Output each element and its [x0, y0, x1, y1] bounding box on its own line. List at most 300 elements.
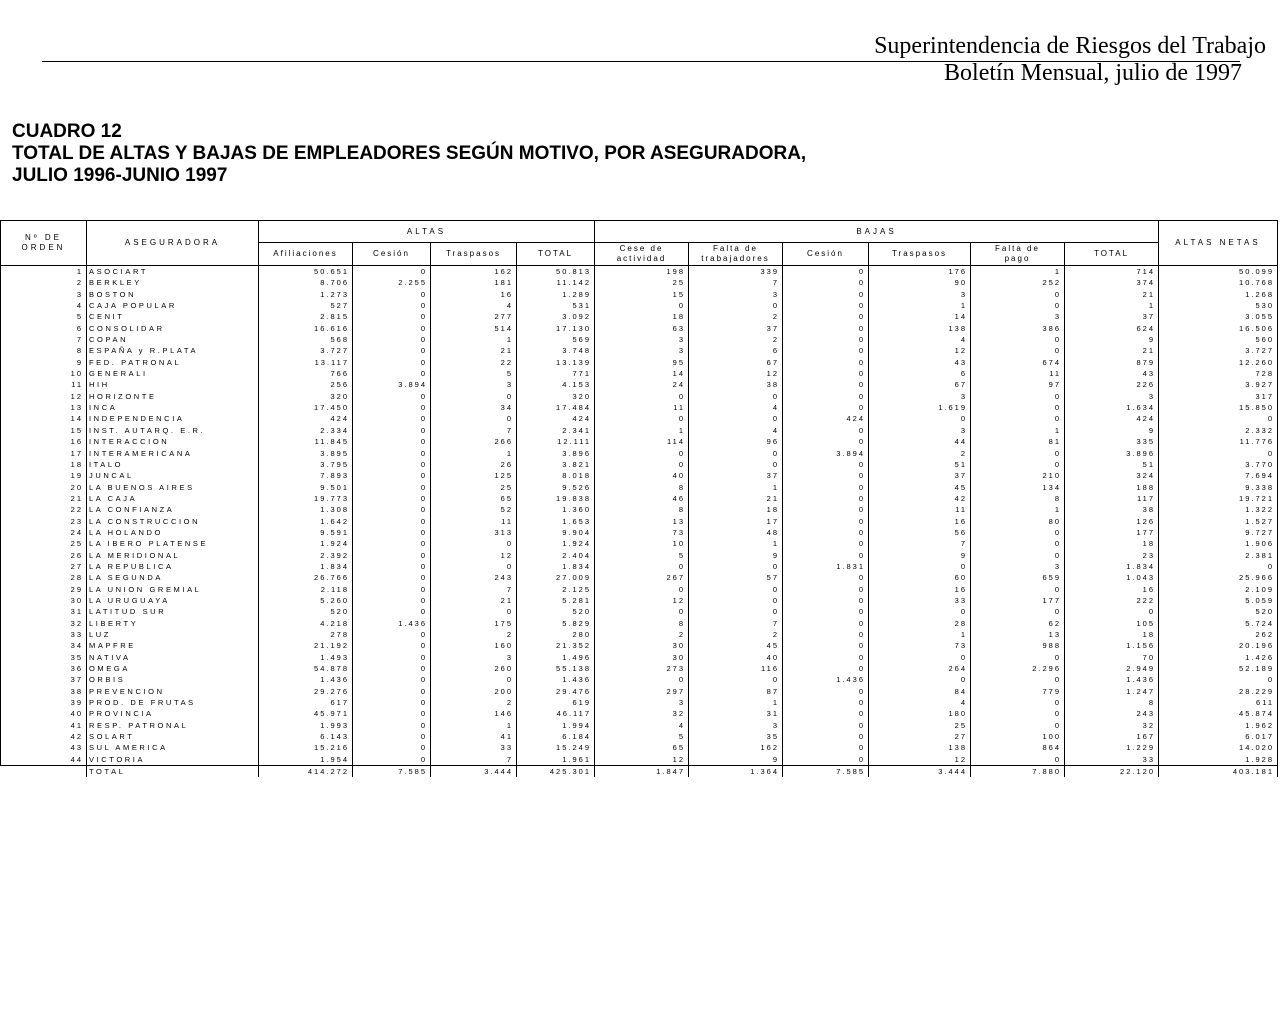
- total-value: 414.272: [259, 766, 353, 778]
- row-value: 0: [689, 584, 783, 595]
- row-value: 15: [595, 289, 689, 300]
- table-row: [1, 754, 1278, 766]
- row-value: 0: [353, 425, 431, 436]
- row-value: 0: [971, 334, 1065, 345]
- row-value: 0: [783, 277, 869, 288]
- row-value: 80: [971, 516, 1065, 527]
- table-row: [1, 402, 1278, 413]
- row-value: 100: [971, 731, 1065, 742]
- row-value: 0: [431, 606, 517, 617]
- row-value: 90: [869, 277, 971, 288]
- table-total-row: [1, 766, 1278, 778]
- row-value: 0: [783, 652, 869, 663]
- row-value: 339: [689, 266, 783, 278]
- row-value: 243: [431, 572, 517, 583]
- table-row: [1, 323, 1278, 334]
- row-value: 617: [259, 697, 353, 708]
- row-value: 0: [595, 300, 689, 311]
- row-order: 8: [1, 345, 87, 356]
- row-value: 3: [595, 345, 689, 356]
- row-insurer: INTERAMERICANA: [87, 448, 259, 459]
- row-value: 200: [431, 686, 517, 697]
- row-insurer: FED. PATRONAL: [87, 357, 259, 368]
- row-value: 0: [689, 391, 783, 402]
- row-value: 4: [869, 334, 971, 345]
- row-value: 16.506: [1159, 323, 1278, 334]
- row-value: 11.776: [1159, 436, 1278, 447]
- row-value: 0: [1159, 448, 1278, 459]
- row-value: 1.962: [1159, 720, 1278, 731]
- row-value: 1.268: [1159, 289, 1278, 300]
- row-order: 1: [1, 266, 87, 278]
- row-order: 12: [1, 391, 87, 402]
- row-insurer: ESPAÑA y R.PLATA: [87, 345, 259, 356]
- row-value: 0: [783, 572, 869, 583]
- table-row: [1, 595, 1278, 606]
- row-value: 0: [783, 731, 869, 742]
- table-row: [1, 731, 1278, 742]
- row-value: 0: [353, 402, 431, 413]
- row-value: 7: [869, 538, 971, 549]
- row-value: 24: [595, 379, 689, 390]
- row-value: 116: [689, 663, 783, 674]
- row-value: 0: [353, 516, 431, 527]
- row-value: 0: [783, 357, 869, 368]
- row-value: 21: [1065, 345, 1159, 356]
- row-order: 27: [1, 561, 87, 572]
- row-value: 6: [689, 345, 783, 356]
- row-value: 3.821: [517, 459, 595, 470]
- row-value: 6: [869, 368, 971, 379]
- row-value: 50.813: [517, 266, 595, 278]
- row-value: 3.896: [517, 448, 595, 459]
- row-value: 267: [595, 572, 689, 583]
- row-value: 38: [1065, 504, 1159, 515]
- row-value: 67: [869, 379, 971, 390]
- row-value: 1.360: [517, 504, 595, 515]
- table-row: [1, 413, 1278, 424]
- row-value: 0: [783, 379, 869, 390]
- row-value: 9: [869, 550, 971, 561]
- table-row: [1, 300, 1278, 311]
- row-value: 530: [1159, 300, 1278, 311]
- row-value: 2.949: [1065, 663, 1159, 674]
- row-value: 67: [689, 357, 783, 368]
- col-header-falta-pago: Falta de pago: [971, 243, 1065, 266]
- table-row: [1, 345, 1278, 356]
- row-value: 14: [595, 368, 689, 379]
- row-order: 25: [1, 538, 87, 549]
- row-value: 46: [595, 493, 689, 504]
- row-value: 84: [869, 686, 971, 697]
- row-value: 0: [971, 413, 1065, 424]
- row-value: 280: [517, 629, 595, 640]
- row-value: 0: [595, 391, 689, 402]
- total-value: 403.181: [1159, 766, 1278, 778]
- row-value: 117: [1065, 493, 1159, 504]
- row-value: 0: [869, 606, 971, 617]
- row-value: 0: [353, 538, 431, 549]
- row-value: 65: [431, 493, 517, 504]
- row-value: 28.229: [1159, 686, 1278, 697]
- row-order: 11: [1, 379, 87, 390]
- row-value: 46.117: [517, 708, 595, 719]
- report-header-title: Superintendencia de Riesgos del Trabajo: [874, 33, 1266, 59]
- row-value: 21.192: [259, 640, 353, 651]
- total-value: 3.444: [869, 766, 971, 778]
- row-value: 0: [971, 720, 1065, 731]
- row-value: 1: [869, 629, 971, 640]
- row-value: 40: [689, 652, 783, 663]
- row-value: 28: [869, 618, 971, 629]
- row-value: 27.009: [517, 572, 595, 583]
- row-insurer: LA SEGUNDA: [87, 572, 259, 583]
- row-value: 297: [595, 686, 689, 697]
- row-value: 1.527: [1159, 516, 1278, 527]
- row-value: 43: [869, 357, 971, 368]
- row-value: 1.634: [1065, 402, 1159, 413]
- row-value: 45: [689, 640, 783, 651]
- row-value: 10.768: [1159, 277, 1278, 288]
- row-value: 0: [689, 674, 783, 685]
- table-row: [1, 584, 1278, 595]
- row-insurer: LA UNION GREMIAL: [87, 584, 259, 595]
- table-row: [1, 334, 1278, 345]
- row-value: 264: [869, 663, 971, 674]
- row-order: 29: [1, 584, 87, 595]
- row-value: 9.501: [259, 482, 353, 493]
- row-order: 20: [1, 482, 87, 493]
- row-insurer: LA REPUBLICA: [87, 561, 259, 572]
- row-value: 1.436: [353, 618, 431, 629]
- row-value: 0: [783, 584, 869, 595]
- row-value: 0: [353, 413, 431, 424]
- row-value: 879: [1065, 357, 1159, 368]
- row-value: 714: [1065, 266, 1159, 278]
- row-value: 0: [971, 538, 1065, 549]
- row-value: 0: [783, 527, 869, 538]
- row-value: 2: [595, 629, 689, 640]
- row-value: 1.834: [1065, 561, 1159, 572]
- row-value: 1.834: [259, 561, 353, 572]
- row-value: 95: [595, 357, 689, 368]
- total-value: 425.301: [517, 766, 595, 778]
- row-value: 177: [1065, 527, 1159, 538]
- row-value: 0: [783, 482, 869, 493]
- row-value: 5.724: [1159, 618, 1278, 629]
- row-value: 10: [595, 538, 689, 549]
- row-value: 3.055: [1159, 311, 1278, 322]
- row-value: 0: [971, 606, 1065, 617]
- data-table: [0, 220, 1278, 777]
- row-value: 2.332: [1159, 425, 1278, 436]
- row-value: 0: [783, 311, 869, 322]
- row-value: 3: [431, 379, 517, 390]
- row-value: 138: [869, 742, 971, 753]
- total-value: 1.364: [689, 766, 783, 778]
- row-insurer: LA HOLANDO: [87, 527, 259, 538]
- row-value: 65: [595, 742, 689, 753]
- row-value: 15.249: [517, 742, 595, 753]
- row-value: 1.426: [1159, 652, 1278, 663]
- table-row: [1, 311, 1278, 322]
- row-value: 0: [869, 674, 971, 685]
- row-value: 0: [353, 334, 431, 345]
- row-value: 0: [783, 618, 869, 629]
- row-value: 0: [783, 345, 869, 356]
- row-value: 25: [595, 277, 689, 288]
- row-value: 262: [1159, 629, 1278, 640]
- table-row: [1, 459, 1278, 470]
- row-order: 19: [1, 470, 87, 481]
- row-value: 0: [783, 436, 869, 447]
- row-value: 0: [783, 368, 869, 379]
- row-insurer: PROVINCIA: [87, 708, 259, 719]
- row-value: 1.994: [517, 720, 595, 731]
- row-value: 30: [595, 652, 689, 663]
- row-value: 0: [353, 708, 431, 719]
- row-value: 114: [595, 436, 689, 447]
- row-value: 1.906: [1159, 538, 1278, 549]
- row-value: 0: [689, 561, 783, 572]
- row-insurer: COPAN: [87, 334, 259, 345]
- row-value: 514: [431, 323, 517, 334]
- row-value: 0: [353, 584, 431, 595]
- row-value: 19.721: [1159, 493, 1278, 504]
- row-value: 167: [1065, 731, 1159, 742]
- row-value: 0: [353, 470, 431, 481]
- table-row: [1, 482, 1278, 493]
- row-value: 2.118: [259, 584, 353, 595]
- table-row: [1, 391, 1278, 402]
- row-value: 8: [595, 482, 689, 493]
- row-value: 0: [353, 663, 431, 674]
- row-value: 0: [783, 402, 869, 413]
- row-value: 4: [689, 402, 783, 413]
- row-value: 45.971: [259, 708, 353, 719]
- row-value: 5.059: [1159, 595, 1278, 606]
- row-value: 335: [1065, 436, 1159, 447]
- row-value: 0: [971, 550, 1065, 561]
- row-value: 44: [869, 436, 971, 447]
- row-value: 0: [1065, 606, 1159, 617]
- row-value: 50.651: [259, 266, 353, 278]
- row-value: 11: [595, 402, 689, 413]
- row-order: 36: [1, 663, 87, 674]
- row-value: 181: [431, 277, 517, 288]
- table-row: [1, 504, 1278, 515]
- row-value: 1: [971, 504, 1065, 515]
- row-value: 97: [971, 379, 1065, 390]
- row-value: 15.850: [1159, 402, 1278, 413]
- row-value: 9.526: [517, 482, 595, 493]
- row-value: 13: [595, 516, 689, 527]
- row-value: 0: [971, 708, 1065, 719]
- row-value: 0: [353, 368, 431, 379]
- row-order: 32: [1, 618, 87, 629]
- row-value: 317: [1159, 391, 1278, 402]
- row-value: 0: [783, 708, 869, 719]
- row-value: 260: [431, 663, 517, 674]
- row-value: 674: [971, 357, 1065, 368]
- row-value: 0: [353, 674, 431, 685]
- row-value: 3.727: [259, 345, 353, 356]
- row-order: 34: [1, 640, 87, 651]
- row-insurer: ORBIS: [87, 674, 259, 685]
- row-value: 0: [971, 345, 1065, 356]
- row-order: 15: [1, 425, 87, 436]
- table-row: [1, 277, 1278, 288]
- row-insurer: NATIVA: [87, 652, 259, 663]
- row-value: 5.281: [517, 595, 595, 606]
- row-insurer: INDEPENDENCIA: [87, 413, 259, 424]
- row-value: 25.966: [1159, 572, 1278, 583]
- row-order: 4: [1, 300, 87, 311]
- row-order: 24: [1, 527, 87, 538]
- row-value: 12: [595, 754, 689, 766]
- col-header-traspasos-bajas: Traspasos: [869, 243, 971, 266]
- row-value: 1.229: [1065, 742, 1159, 753]
- row-value: 35: [689, 731, 783, 742]
- row-value: 0: [595, 413, 689, 424]
- row-insurer: BERKLEY: [87, 277, 259, 288]
- row-value: 8: [595, 618, 689, 629]
- row-value: 52: [431, 504, 517, 515]
- row-value: 424: [259, 413, 353, 424]
- row-value: 4: [869, 697, 971, 708]
- row-value: 2.125: [517, 584, 595, 595]
- table-row: [1, 357, 1278, 368]
- row-value: 0: [783, 459, 869, 470]
- row-value: 0: [783, 391, 869, 402]
- row-insurer: LA BUENOS AIRES: [87, 482, 259, 493]
- row-value: 9: [689, 754, 783, 766]
- row-value: 7: [431, 584, 517, 595]
- row-value: 54.878: [259, 663, 353, 674]
- row-value: 0: [971, 754, 1065, 766]
- row-value: 252: [971, 277, 1065, 288]
- row-value: 16: [431, 289, 517, 300]
- row-value: 0: [783, 640, 869, 651]
- row-value: 1.924: [517, 538, 595, 549]
- row-value: 0: [353, 300, 431, 311]
- row-value: 19.838: [517, 493, 595, 504]
- row-value: 0: [353, 504, 431, 515]
- col-group-bajas: BAJAS: [595, 221, 1159, 243]
- row-value: 2: [869, 448, 971, 459]
- title-line-2: TOTAL DE ALTAS Y BAJAS DE EMPLEADORES SEGÚN MOTIVO, POR ASEGURADORA,: [12, 143, 807, 164]
- row-value: 48: [689, 527, 783, 538]
- row-value: 0: [1159, 561, 1278, 572]
- row-insurer: LA CAJA: [87, 493, 259, 504]
- row-value: 0: [353, 686, 431, 697]
- row-value: 8: [971, 493, 1065, 504]
- row-value: 17.130: [517, 323, 595, 334]
- row-value: 5: [595, 550, 689, 561]
- row-value: 3.895: [259, 448, 353, 459]
- row-value: 0: [971, 674, 1065, 685]
- row-order: 6: [1, 323, 87, 334]
- row-value: 0: [971, 391, 1065, 402]
- row-value: 29.476: [517, 686, 595, 697]
- row-value: 0: [353, 448, 431, 459]
- row-value: 32: [1065, 720, 1159, 731]
- row-value: 14.020: [1159, 742, 1278, 753]
- row-value: 15.216: [259, 742, 353, 753]
- row-order: 10: [1, 368, 87, 379]
- col-header-cesion-altas: Cesión: [353, 243, 431, 266]
- row-value: 0: [595, 584, 689, 595]
- row-value: 7: [431, 425, 517, 436]
- row-value: 0: [783, 720, 869, 731]
- row-value: 2: [431, 697, 517, 708]
- row-value: 864: [971, 742, 1065, 753]
- row-value: 12: [595, 595, 689, 606]
- row-value: 1.436: [783, 674, 869, 685]
- row-value: 57: [689, 572, 783, 583]
- row-value: 3: [1065, 391, 1159, 402]
- table-row: [1, 527, 1278, 538]
- col-header-traspasos-altas: Traspasos: [431, 243, 517, 266]
- row-value: 0: [353, 572, 431, 583]
- row-value: 18: [595, 311, 689, 322]
- row-value: 138: [869, 323, 971, 334]
- row-value: 12: [431, 550, 517, 561]
- row-value: 0: [783, 697, 869, 708]
- row-order: 40: [1, 708, 87, 719]
- row-value: 0: [869, 652, 971, 663]
- row-value: 0: [689, 459, 783, 470]
- row-insurer: JUNCAL: [87, 470, 259, 481]
- row-value: 21: [1065, 289, 1159, 300]
- row-value: 3: [689, 720, 783, 731]
- row-value: 5: [595, 731, 689, 742]
- row-value: 624: [1065, 323, 1159, 334]
- row-value: 4: [689, 425, 783, 436]
- row-value: 33: [431, 742, 517, 753]
- row-value: 81: [971, 436, 1065, 447]
- row-value: 23: [1065, 550, 1159, 561]
- row-value: 96: [689, 436, 783, 447]
- row-value: 1: [431, 334, 517, 345]
- row-value: 0: [971, 652, 1065, 663]
- row-value: 0: [783, 538, 869, 549]
- row-value: 20.196: [1159, 640, 1278, 651]
- row-value: 2.381: [1159, 550, 1278, 561]
- row-value: 3.894: [783, 448, 869, 459]
- row-value: 3.795: [259, 459, 353, 470]
- row-value: 1.156: [1065, 640, 1159, 651]
- row-order: 16: [1, 436, 87, 447]
- row-value: 1.961: [517, 754, 595, 766]
- row-value: 1: [595, 425, 689, 436]
- row-value: 1.831: [783, 561, 869, 572]
- row-value: 0: [353, 629, 431, 640]
- row-value: 3: [595, 697, 689, 708]
- table-row: [1, 436, 1278, 447]
- row-value: 31: [689, 708, 783, 719]
- col-group-altas: ALTAS: [259, 221, 595, 243]
- row-value: 1.642: [259, 516, 353, 527]
- row-insurer: CENIT: [87, 311, 259, 322]
- row-value: 40: [595, 470, 689, 481]
- row-value: 2: [431, 629, 517, 640]
- row-value: 7: [689, 277, 783, 288]
- row-value: 1: [971, 266, 1065, 278]
- row-value: 2.109: [1159, 584, 1278, 595]
- row-value: 37: [1065, 311, 1159, 322]
- row-insurer: CONSOLIDAR: [87, 323, 259, 334]
